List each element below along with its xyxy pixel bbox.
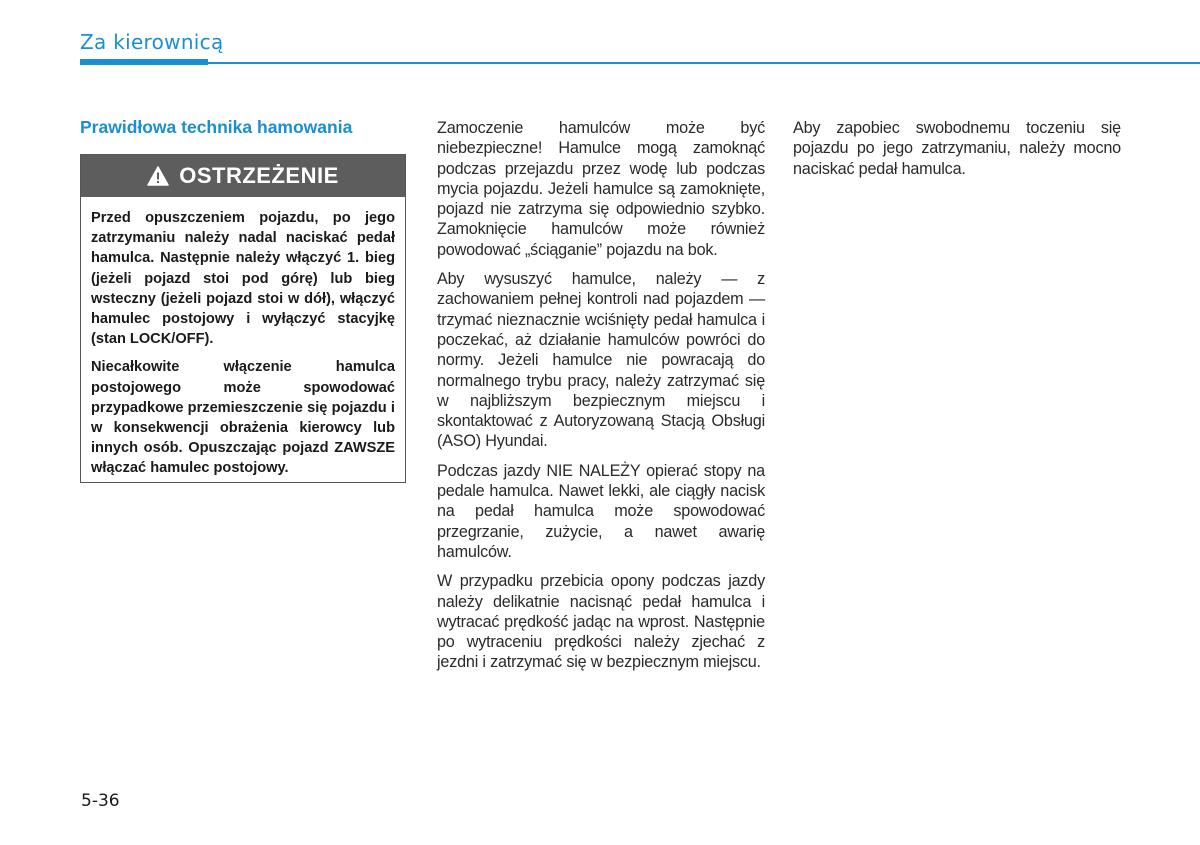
warning-body bbox=[81, 197, 405, 479]
body-paragraph: Aby wysuszyć hamulce, należy — z zachowaniem pełnej kontroli nad pojazdem — trzymać nieznacznie wciśnięty pedał hamulca i poczekać, aż działanie hamulców powróci do normy. Jeżeli hamulce nie powracają do normalnego trybu pracy, należy zatrzymać się w najbliższym bezpiecznym miejscu i skontaktować z Autoryzowaną Stacją Obsługi (ASO) Hyundai. bbox=[437, 270, 765, 451]
body-paragraph: W przypadku przebicia opony podczas jazdy należy delikatnie nacisnąć pedał hamulca i wytracać prędkość jadąc na wprost. Następnie po wytraceniu prędkości należy zjechać z jezdni i zatrzymać się w bezpiecznym miejscu. bbox=[437, 572, 765, 672]
header-title: Za kierownicą bbox=[80, 30, 224, 54]
right-column bbox=[793, 118, 1121, 188]
warning-header bbox=[81, 155, 405, 197]
warning-paragraph: Przed opuszczeniem pojazdu, po jego zatrzymaniu należy nadal naciskać pedał hamulca. Następnie należy włączyć 1. bieg (jeżeli pojazd stoi pod górę) lub bieg wsteczny (jeżeli pojazd stoi w dół), włączyć hamulec postojowy i wyłączyć stacyjkę (stan LOCK/OFF). bbox=[91, 210, 395, 348]
warning-triangle-icon bbox=[147, 166, 169, 186]
header-accent-bar bbox=[80, 59, 208, 65]
middle-column bbox=[437, 118, 765, 682]
page-number: 5-36 bbox=[81, 791, 120, 811]
section-heading: Prawidłowa technika hamowania bbox=[80, 117, 353, 137]
warning-box bbox=[80, 154, 406, 483]
warning-title: OSTRZEŻENIE bbox=[179, 163, 339, 188]
warning-paragraph: Niecałkowite włączenie hamulca postojowego może spowodować przypadkowe przemieszczenie się pojazdu i w konsekwencji obrażenia kierowcy lub innych osób. Opuszczając pojazd ZAWSZE włączać hamulec postojowy. bbox=[91, 359, 395, 477]
body-paragraph: Zamoczenie hamulców może być niebezpieczne! Hamulce mogą zamoknąć podczas przejazdu przez wodę lub podczas mycia pojazdu. Jeżeli hamulce są zamoknięte, pojazd nie zatrzyma się odpowiednio szybko. Zamoknięcie hamulców może również powodować „ściąganie” pojazdu na bok. bbox=[437, 119, 765, 259]
body-paragraph: Podczas jazdy NIE NALEŻY opierać stopy na pedale hamulca. Nawet lekki, ale ciągły nacisk na pedał hamulca może spowodować przegrzanie, zużycie, a nawet awarię hamulców. bbox=[437, 461, 765, 561]
body-paragraph: Aby zapobiec swobodnemu toczeniu się pojazdu po jego zatrzymaniu, należy mocno naciskać pedał hamulca. bbox=[793, 119, 1121, 178]
header-rule bbox=[208, 62, 1200, 64]
